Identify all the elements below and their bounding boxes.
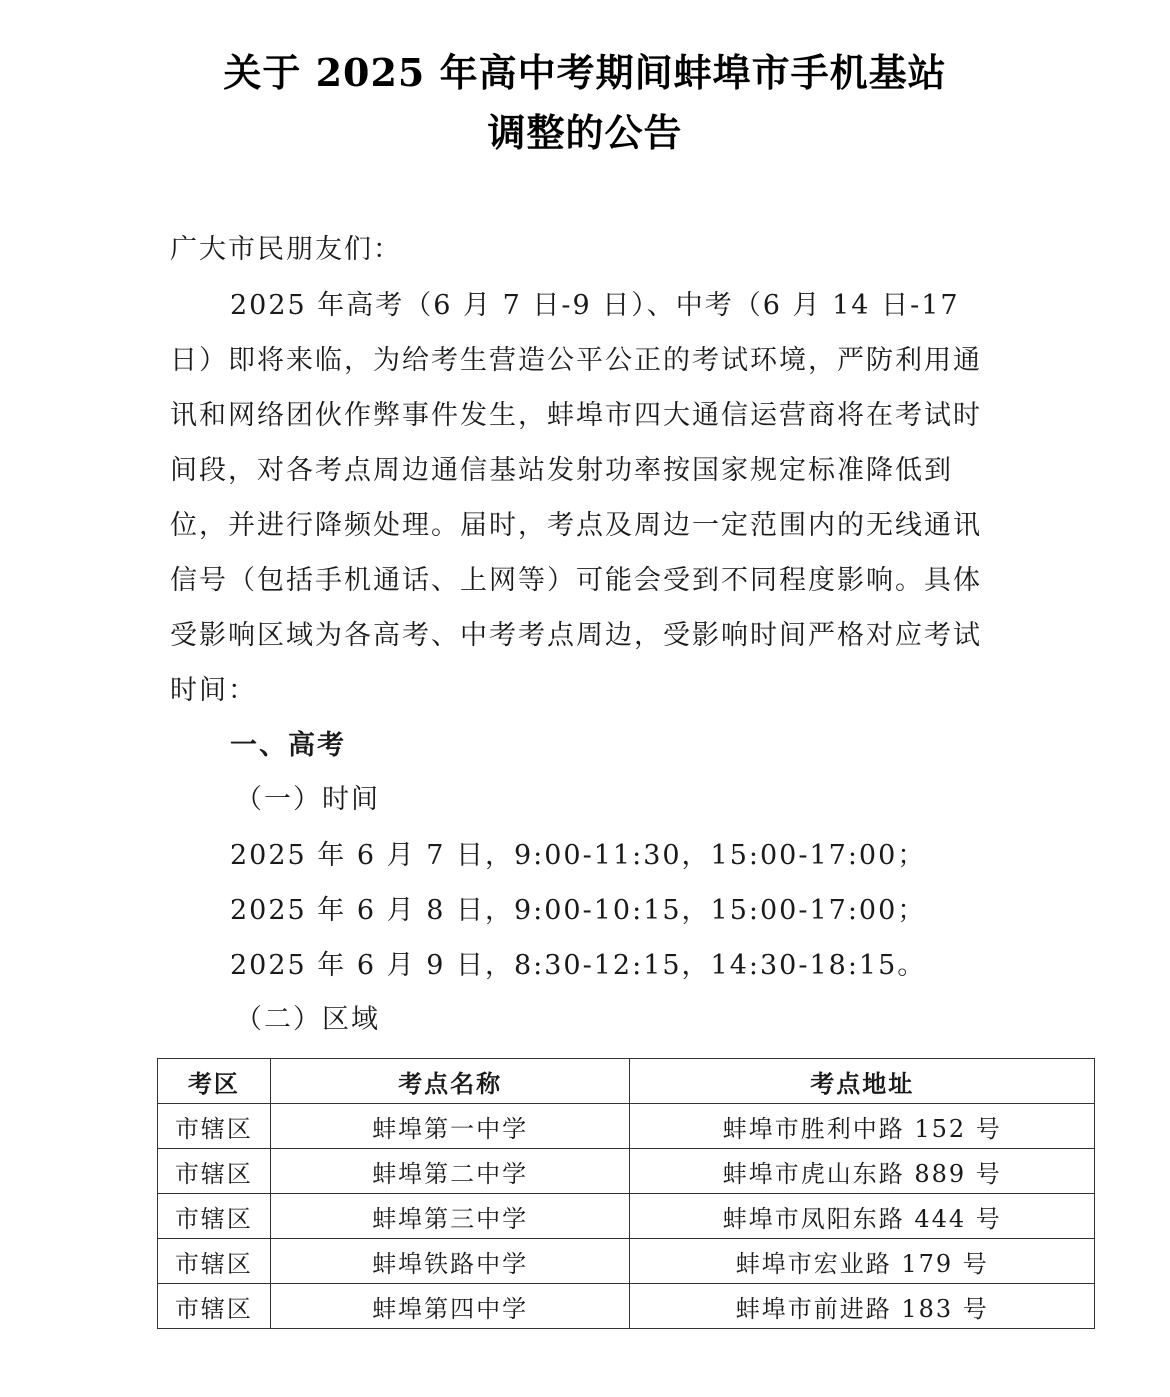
cell-district: 市辖区	[158, 1194, 271, 1239]
cell-site-name: 蚌埠第二中学	[270, 1149, 630, 1194]
table-row	[158, 1194, 1095, 1239]
header-site-name: 考点名称	[270, 1059, 630, 1104]
table-row	[158, 1149, 1095, 1194]
cell-district: 市辖区	[158, 1284, 271, 1329]
cell-district: 市辖区	[158, 1149, 271, 1194]
cell-district: 市辖区	[158, 1104, 271, 1149]
cell-site-address: 蚌埠市胜利中路 152 号	[630, 1104, 1095, 1149]
cell-district: 市辖区	[158, 1239, 271, 1284]
exam-time-line: 2025 年 6 月 8 日，9:00-10:15，15:00-17:00；	[230, 895, 927, 926]
cell-site-address: 蚌埠市宏业路 179 号	[630, 1239, 1095, 1284]
subheading-area: （二）区域	[235, 1004, 380, 1035]
section-heading-gaokao: 一、高考	[230, 730, 346, 761]
cell-site-name: 蚌埠第三中学	[270, 1194, 630, 1239]
cell-site-name: 蚌埠第四中学	[270, 1284, 630, 1329]
cell-site-address: 蚌埠市凤阳东路 444 号	[630, 1194, 1095, 1239]
table-row	[158, 1104, 1095, 1149]
notice-title-line-2: 调整的公告	[487, 110, 683, 155]
exam-site-table	[157, 1058, 1095, 1329]
table-row	[158, 1239, 1095, 1284]
cell-site-address: 蚌埠市前进路 183 号	[630, 1284, 1095, 1329]
cell-site-name: 蚌埠第一中学	[270, 1104, 630, 1149]
table-row	[158, 1284, 1095, 1329]
exam-time-line: 2025 年 6 月 7 日，9:00-11:30，15:00-17:00；	[230, 840, 927, 871]
cell-site-name: 蚌埠铁路中学	[270, 1239, 630, 1284]
body-paragraph: 2025 年高考（6 月 7 日-9 日）、中考（6 月 14 日-17 日）即将来临，为给考生营造公平公正的考试环境，严防利用通讯和网络团伙作弊事件发生，蚌埠市四大通信运营商将在考试时间段，对各考点周边通信基站发射功率按国家规定标准降低到位，并进行降频处理。届时，考点及周边一定范围内的无线通讯信号（包括手机通话、上网等）可能会受到不同程度影响。具体受影响区域为各高考、中考考点周边，受影响时间严格对应考试时间：	[170, 290, 982, 706]
exam-time-line: 2025 年 6 月 9 日，8:30-12:15，14:30-18:15。	[230, 950, 927, 981]
notice-title-line-1: 关于 2025 年高中考期间蚌埠市手机基站	[223, 50, 947, 95]
header-district: 考区	[158, 1059, 271, 1104]
greeting: 广大市民朋友们：	[170, 234, 402, 265]
cell-site-address: 蚌埠市虎山东路 889 号	[630, 1149, 1095, 1194]
table-header-row	[158, 1059, 1095, 1104]
header-site-address: 考点地址	[630, 1059, 1095, 1104]
subheading-time: （一）时间	[235, 784, 380, 815]
